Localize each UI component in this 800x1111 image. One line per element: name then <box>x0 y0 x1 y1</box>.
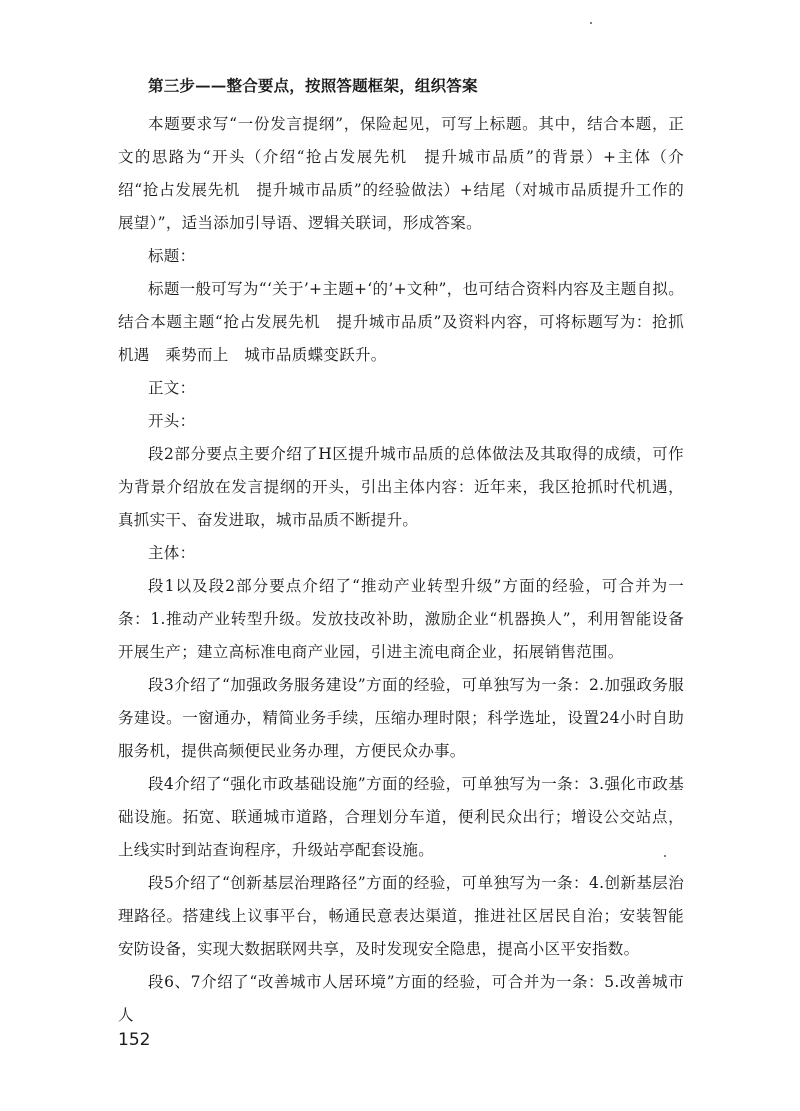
paragraph-intro: 本题要求写“一份发言提纲”，保险起见，可写上标题。其中，结合本题，正文的思路为“开头（介绍“抢占发展先机 提升城市品质”的背景）+主体（介绍“抢占发展先机 提升城市品质”的经验做法）+结尾（对城市品质提升工作的展望）”，适当添加引导语、逻辑关联词，形成答案。 <box>118 115 684 232</box>
label-body: 正文： <box>148 379 196 397</box>
paragraph-point-1: 段1以及段2部分要点介绍了“推动产业转型升级”方面的经验，可合并为一条：1.推动产业转型升级。发放技改补助，激励企业“机器换人”，利用智能设备开展生产；建立高标准电商产业园，引进主流电商企业，拓展销售范围。 <box>118 577 684 661</box>
section-heading: 第三步——整合要点，按照答题框架，组织答案 <box>148 76 478 95</box>
label-main: 主体： <box>148 544 196 562</box>
paragraph-title-advice: 标题一般可写为“‘关于’+主题+‘的’+文种”，也可结合资料内容及主题自拟。结合本题主题“抢占发展先机 提升城市品质”及资料内容，可将标题写为：抢抓机遇 乘势而上 城市品质蝶变跃升。 <box>118 280 684 364</box>
page-content <box>118 76 684 1032</box>
label-opening: 开头： <box>148 412 196 430</box>
label-title: 标题： <box>148 247 196 265</box>
paragraph-point-4: 段5介绍了“创新基层治理路径”方面的经验，可单独写为一条：4.创新基层治理路径。搭建线上议事平台，畅通民意表达渠道，推进社区居民自治；安装智能安防设备，实现大数据联网共享，及时发现安全隐患，提高小区平安指数。 <box>118 874 684 958</box>
paragraph-point-3: 段4介绍了“强化市政基础设施”方面的经验，可单独写为一条：3.强化市政基础设施。拓宽、联通城市道路，合理划分车道，便利民众出行；增设公交站点，上线实时到站查询程序，升级站亭配套设施。 <box>118 775 684 859</box>
paragraph-opening: 段2部分要点主要介绍了H区提升城市品质的总体做法及其取得的成绩，可作为背景介绍放在发言提纲的开头，引出主体内容：近年来，我区抢抓时代机遇，真抓实干、奋发进取，城市品质不断提升。 <box>118 445 684 529</box>
paragraph-point-5: 段6、7介绍了“改善城市人居环境”方面的经验，可合并为一条：5.改善城市人 <box>118 973 684 1024</box>
scan-speck <box>590 22 592 24</box>
paragraph-point-2: 段3介绍了“加强政务服务建设”方面的经验，可单独写为一条：2.加强政务服务建设。一窗通办，精简业务手续，压缩办理时限；科学选址，设置24小时自助服务机，提供高频便民业务办理，方便民众办事。 <box>118 676 684 760</box>
page-number: 152 <box>118 1030 151 1050</box>
